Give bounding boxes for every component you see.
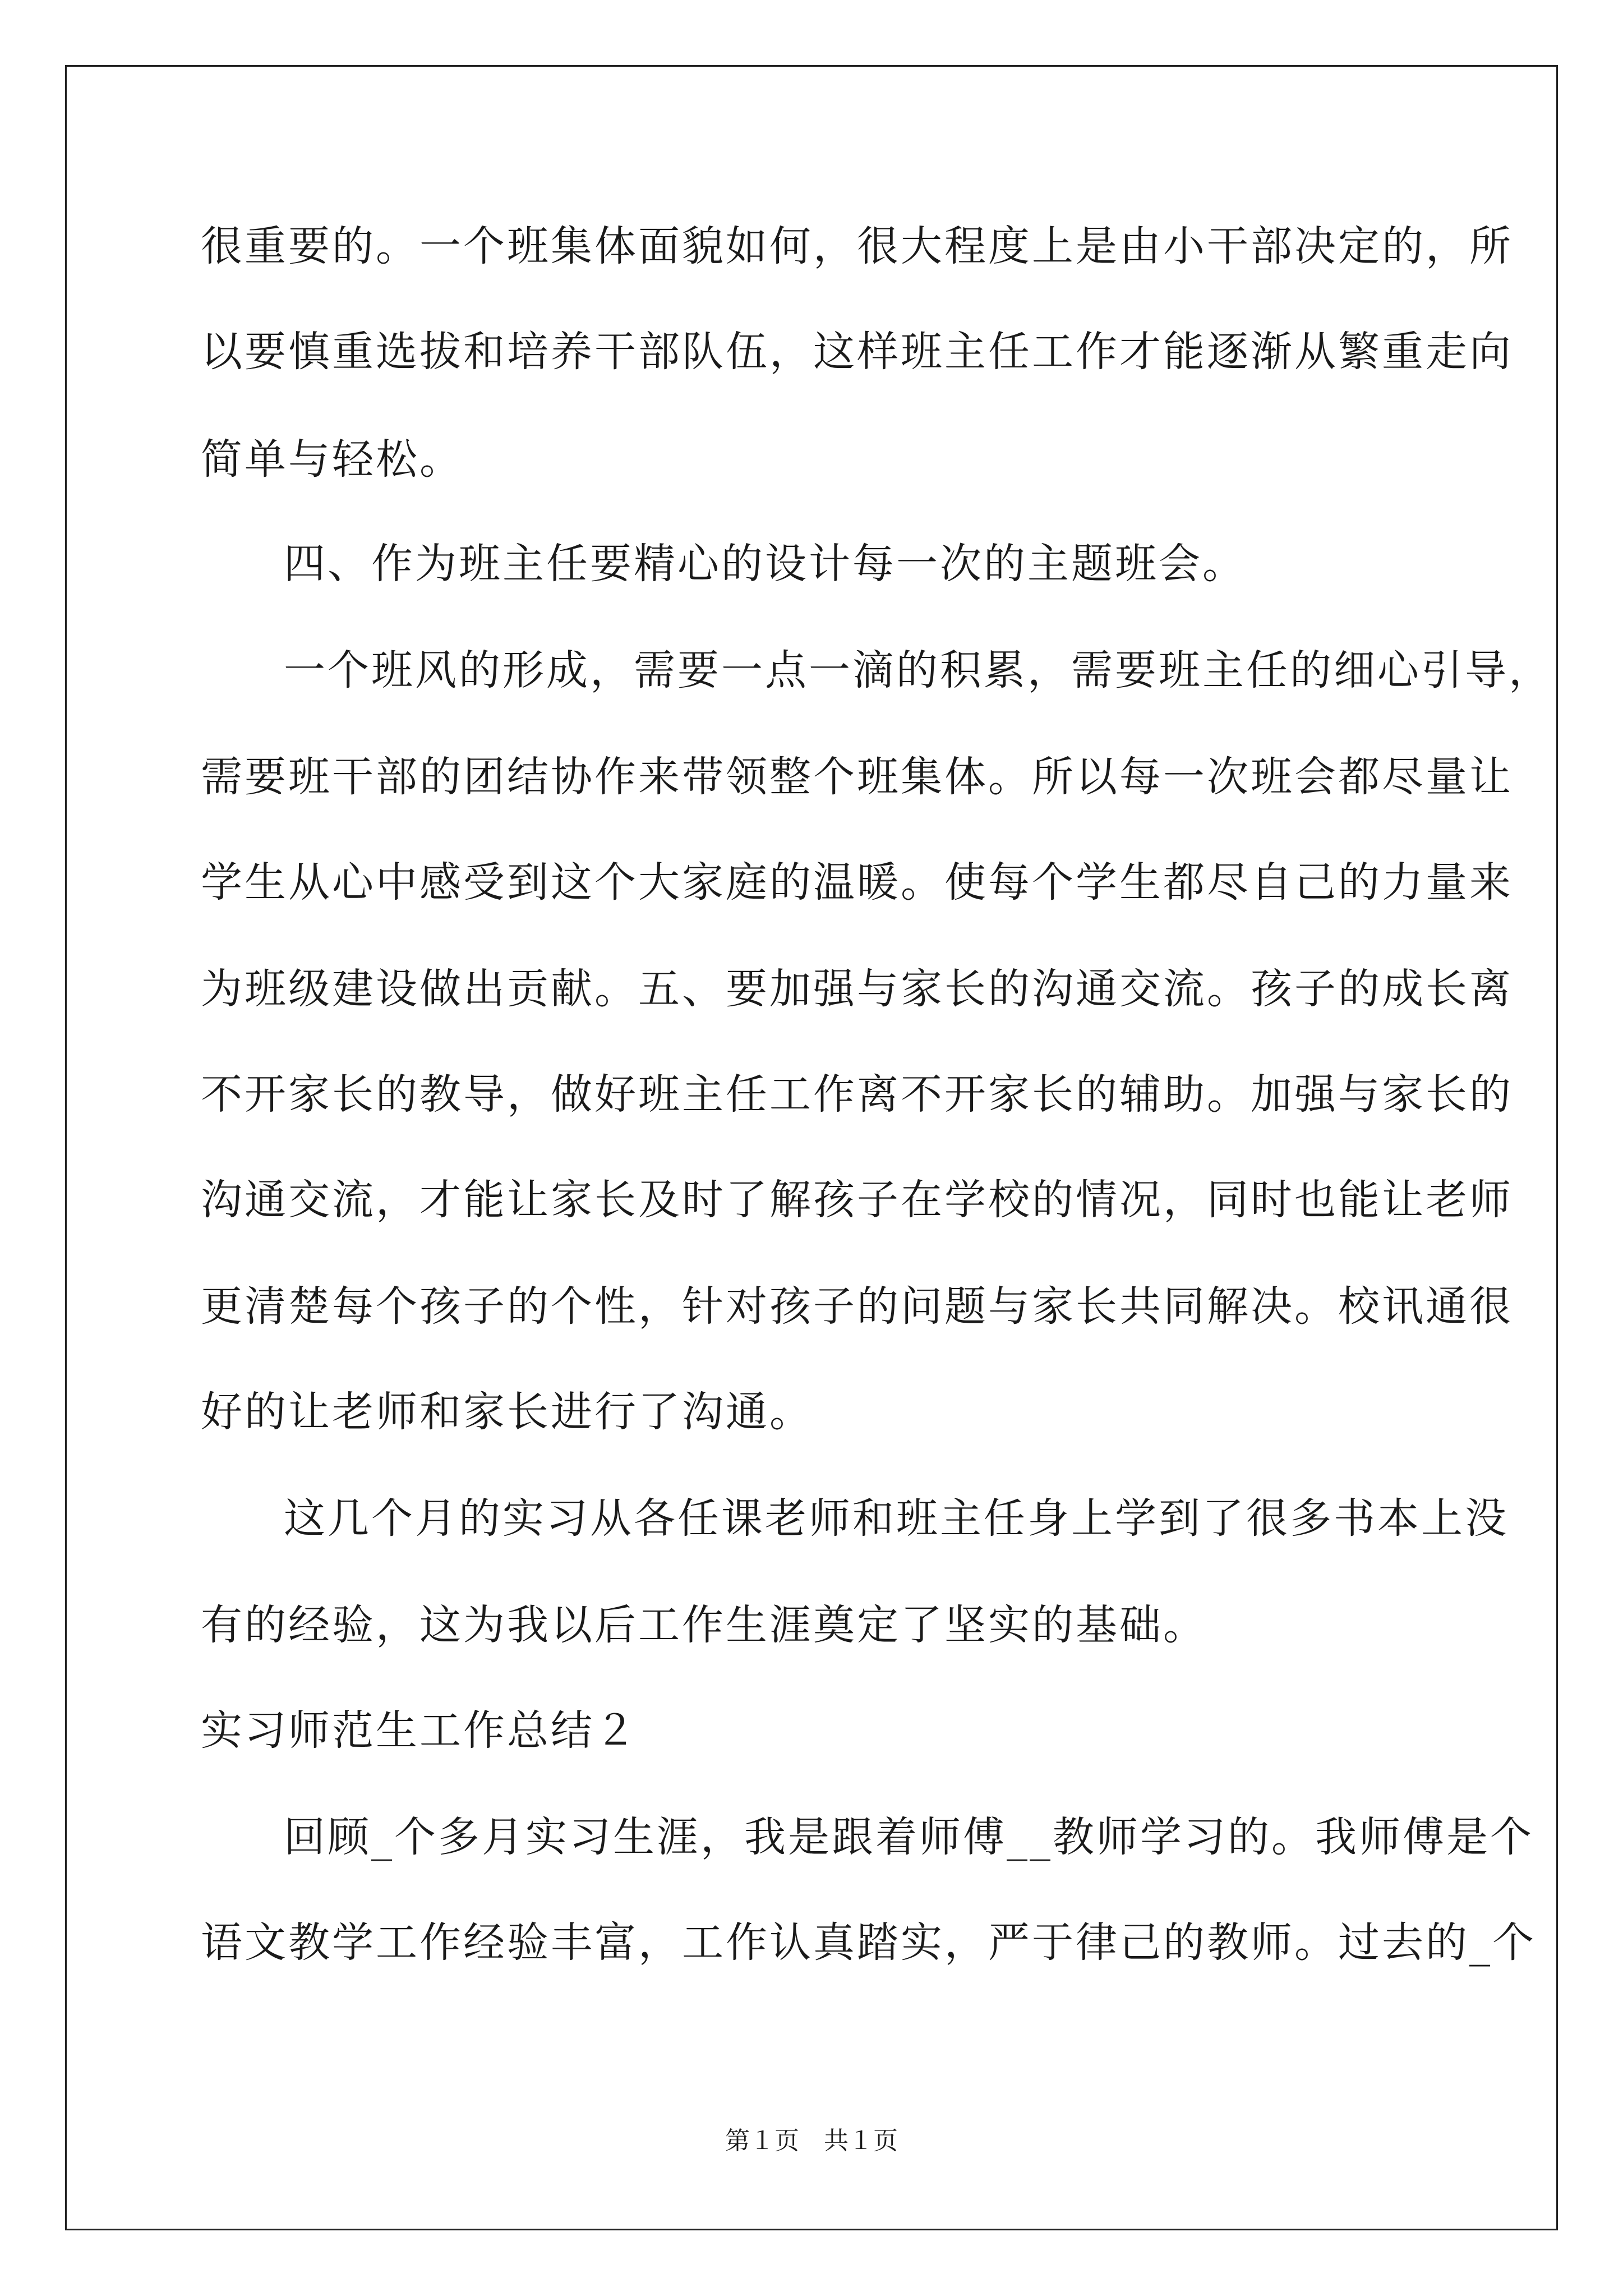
body-line: 以要慎重选拔和培养干部队伍，这样班主任工作才能逐渐从繁重走向 — [201, 328, 1513, 376]
body-line: 好的让老师和家长进行了沟通。 — [201, 1388, 813, 1436]
body-line: 沟通交流，才能让家长及时了解孩子在学校的情况，同时也能让老师 — [201, 1176, 1513, 1224]
body-line: 不开家长的教导，做好班主任工作离不开家长的辅助。加强与家长的 — [201, 1070, 1513, 1119]
section-heading: 四、作为班主任要精心的设计每一次的主题班会。 — [284, 540, 1246, 588]
page-frame — [65, 65, 1558, 2230]
paragraph-start: 回顾_个多月实习生涯，我是跟着师傅__教师学习的。我师傅是个 — [284, 1813, 1534, 1861]
page-footer: 第１页 共１页 — [725, 2127, 898, 2155]
document-title: 实习师范生工作总结２ — [201, 1706, 638, 1755]
body-line: 更清楚每个孩子的个性，针对孩子的问题与家长共同解决。校讯通很 — [201, 1282, 1513, 1331]
body-line: 简单与轻松。 — [201, 435, 463, 484]
body-line: 有的经验，这为我以后工作生涯奠定了坚实的基础。 — [201, 1601, 1207, 1649]
paragraph-start: 这几个月的实习从各任课老师和班主任身上学到了很多书本上没 — [284, 1494, 1509, 1543]
paragraph-start: 一个班风的形成，需要一点一滴的积累，需要班主任的细心引导， — [284, 646, 1552, 694]
body-line: 需要班干部的团结协作来带领整个班集体。所以每一次班会都尽量让 — [201, 753, 1513, 801]
body-line: 为班级建设做出贡献。五、要加强与家长的沟通交流。孩子的成长离 — [201, 965, 1513, 1013]
body-line: 语文教学工作经验丰富，工作认真踏实，严于律己的教师。过去的_个 — [201, 1918, 1536, 1967]
body-line: 学生从心中感受到这个大家庭的温暖。使每个学生都尽自己的力量来 — [201, 858, 1513, 907]
body-line: 很重要的。一个班集体面貌如何，很大程度上是由小干部决定的，所 — [201, 222, 1513, 270]
